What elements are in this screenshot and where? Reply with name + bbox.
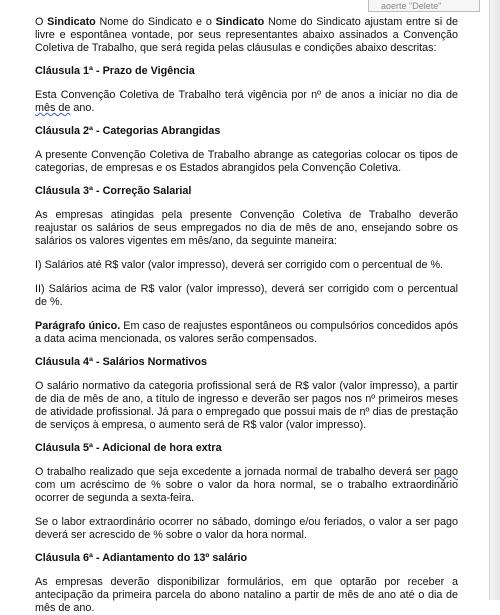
clause-6-title: Cláusula 6ª - Adiantamento do 13º salário — [35, 552, 248, 564]
clause-3-sole-paragraph — [35, 320, 458, 346]
intro-paragraph — [35, 16, 458, 55]
spellcheck-mark[interactable]: mês de — [35, 102, 71, 114]
clause-3-title: Cláusula 3ª - Correção Salarial — [35, 185, 192, 197]
clause-5-text-a: O trabalho realizado que seja excedente a jornada normal de trabalho deverá ser — [35, 466, 434, 478]
intro-bold-1: Sindicato — [47, 16, 96, 28]
clause-4-text: O salário normativo da categoria profissional será de R$ valor (valor impresso), a partir de dia de mês de ano, a título de ingresso e deverão ser pagos nos nº primeiros meses de atividade profissional. Já para o empregado que possui mais de nº dias de prestação de serviços à empresa, o aumento será de R$ valor (valor impresso). — [35, 380, 458, 431]
clause-3-paragraph-1: As empresas atingidas pela presente Convenção Coletiva de Trabalho deverão reajustar os salários de seus empregados no dia de mês de ano, ensejando sobre os salários os valores vigentes em mês/ano, da seguinte maneira: — [35, 209, 458, 247]
clause-5-title: Cláusula 5ª - Adicional de hora extra — [35, 442, 222, 454]
clause-6-text: As empresas deverão disponibilizar formulários, em que optarão por receber a antecipação da primeira parcela do abono natalino a partir de mês de ano até o dia de mês de ano. — [35, 576, 458, 614]
clause-5-paragraph-2: Se o labor extraordinário ocorrer no sábado, domingo e/ou feriados, o valor a ser pago deverá ser acrescido de % sobre o valor da hora normal. — [35, 516, 458, 541]
clause-3-paragraph-3: II) Salários acima de R$ valor (valor impresso), deverá ser corrigido com o percentual de %. — [35, 283, 458, 308]
comment-balloon[interactable]: aoerte "Delete" — [368, 0, 480, 12]
clause-4-title: Cláusula 4ª - Salários Normativos — [35, 356, 208, 368]
clause-5-text-b: com um acréscimo de % sobre o valor da hora normal, se o trabalho extraordinário ocorrer de segunda a sexta-feira. — [35, 479, 458, 504]
sole-paragraph-text: Em caso de reajustes espontâneos ou compulsórios concedidos após a data acima mencionada, os valores serão compensados. — [35, 320, 458, 345]
clause-5-paragraph-1 — [35, 466, 458, 505]
clause-1-text-a: Esta Convenção Coletiva de Trabalho terá vigência por nº de anos a iniciar no dia de — [35, 89, 458, 101]
sole-paragraph-label: Parágrafo único. — [35, 320, 121, 332]
intro-bold-2: Sindicato — [215, 16, 265, 28]
clause-1-title: Cláusula 1ª - Prazo de Vigência — [35, 65, 195, 77]
intro-text-3: Nome do Sindicato ajustam entre si de livre e espontânea vontade, por seus representantes abaixo assinados a Convenção Coletiva de Trabalho, que será regida pelas cláusulas e condições abaixo descritas: — [35, 16, 458, 54]
intro-text-2: Nome do Sindicato e o — [95, 16, 216, 28]
intro-text-1: O — [35, 16, 48, 28]
clause-1-text — [35, 89, 458, 115]
spellcheck-mark[interactable]: pago — [433, 466, 458, 478]
clause-2-title: Cláusula 2ª - Categorias Abrangidas — [35, 125, 221, 137]
clause-1-text-b: ano. — [70, 102, 95, 114]
clause-2-text: A presente Convenção Coletiva de Trabalho abrange as categorias colocar os tipos de categorias, de empresas e os Estados abrangidos pela Convenção Coletiva. — [35, 149, 458, 174]
document-body — [35, 16, 458, 615]
page-margin-shade — [490, 0, 500, 600]
clause-3-paragraph-2: I) Salários até R$ valor (valor impresso), deverá ser corrigido com o percentual de %. — [35, 259, 444, 271]
